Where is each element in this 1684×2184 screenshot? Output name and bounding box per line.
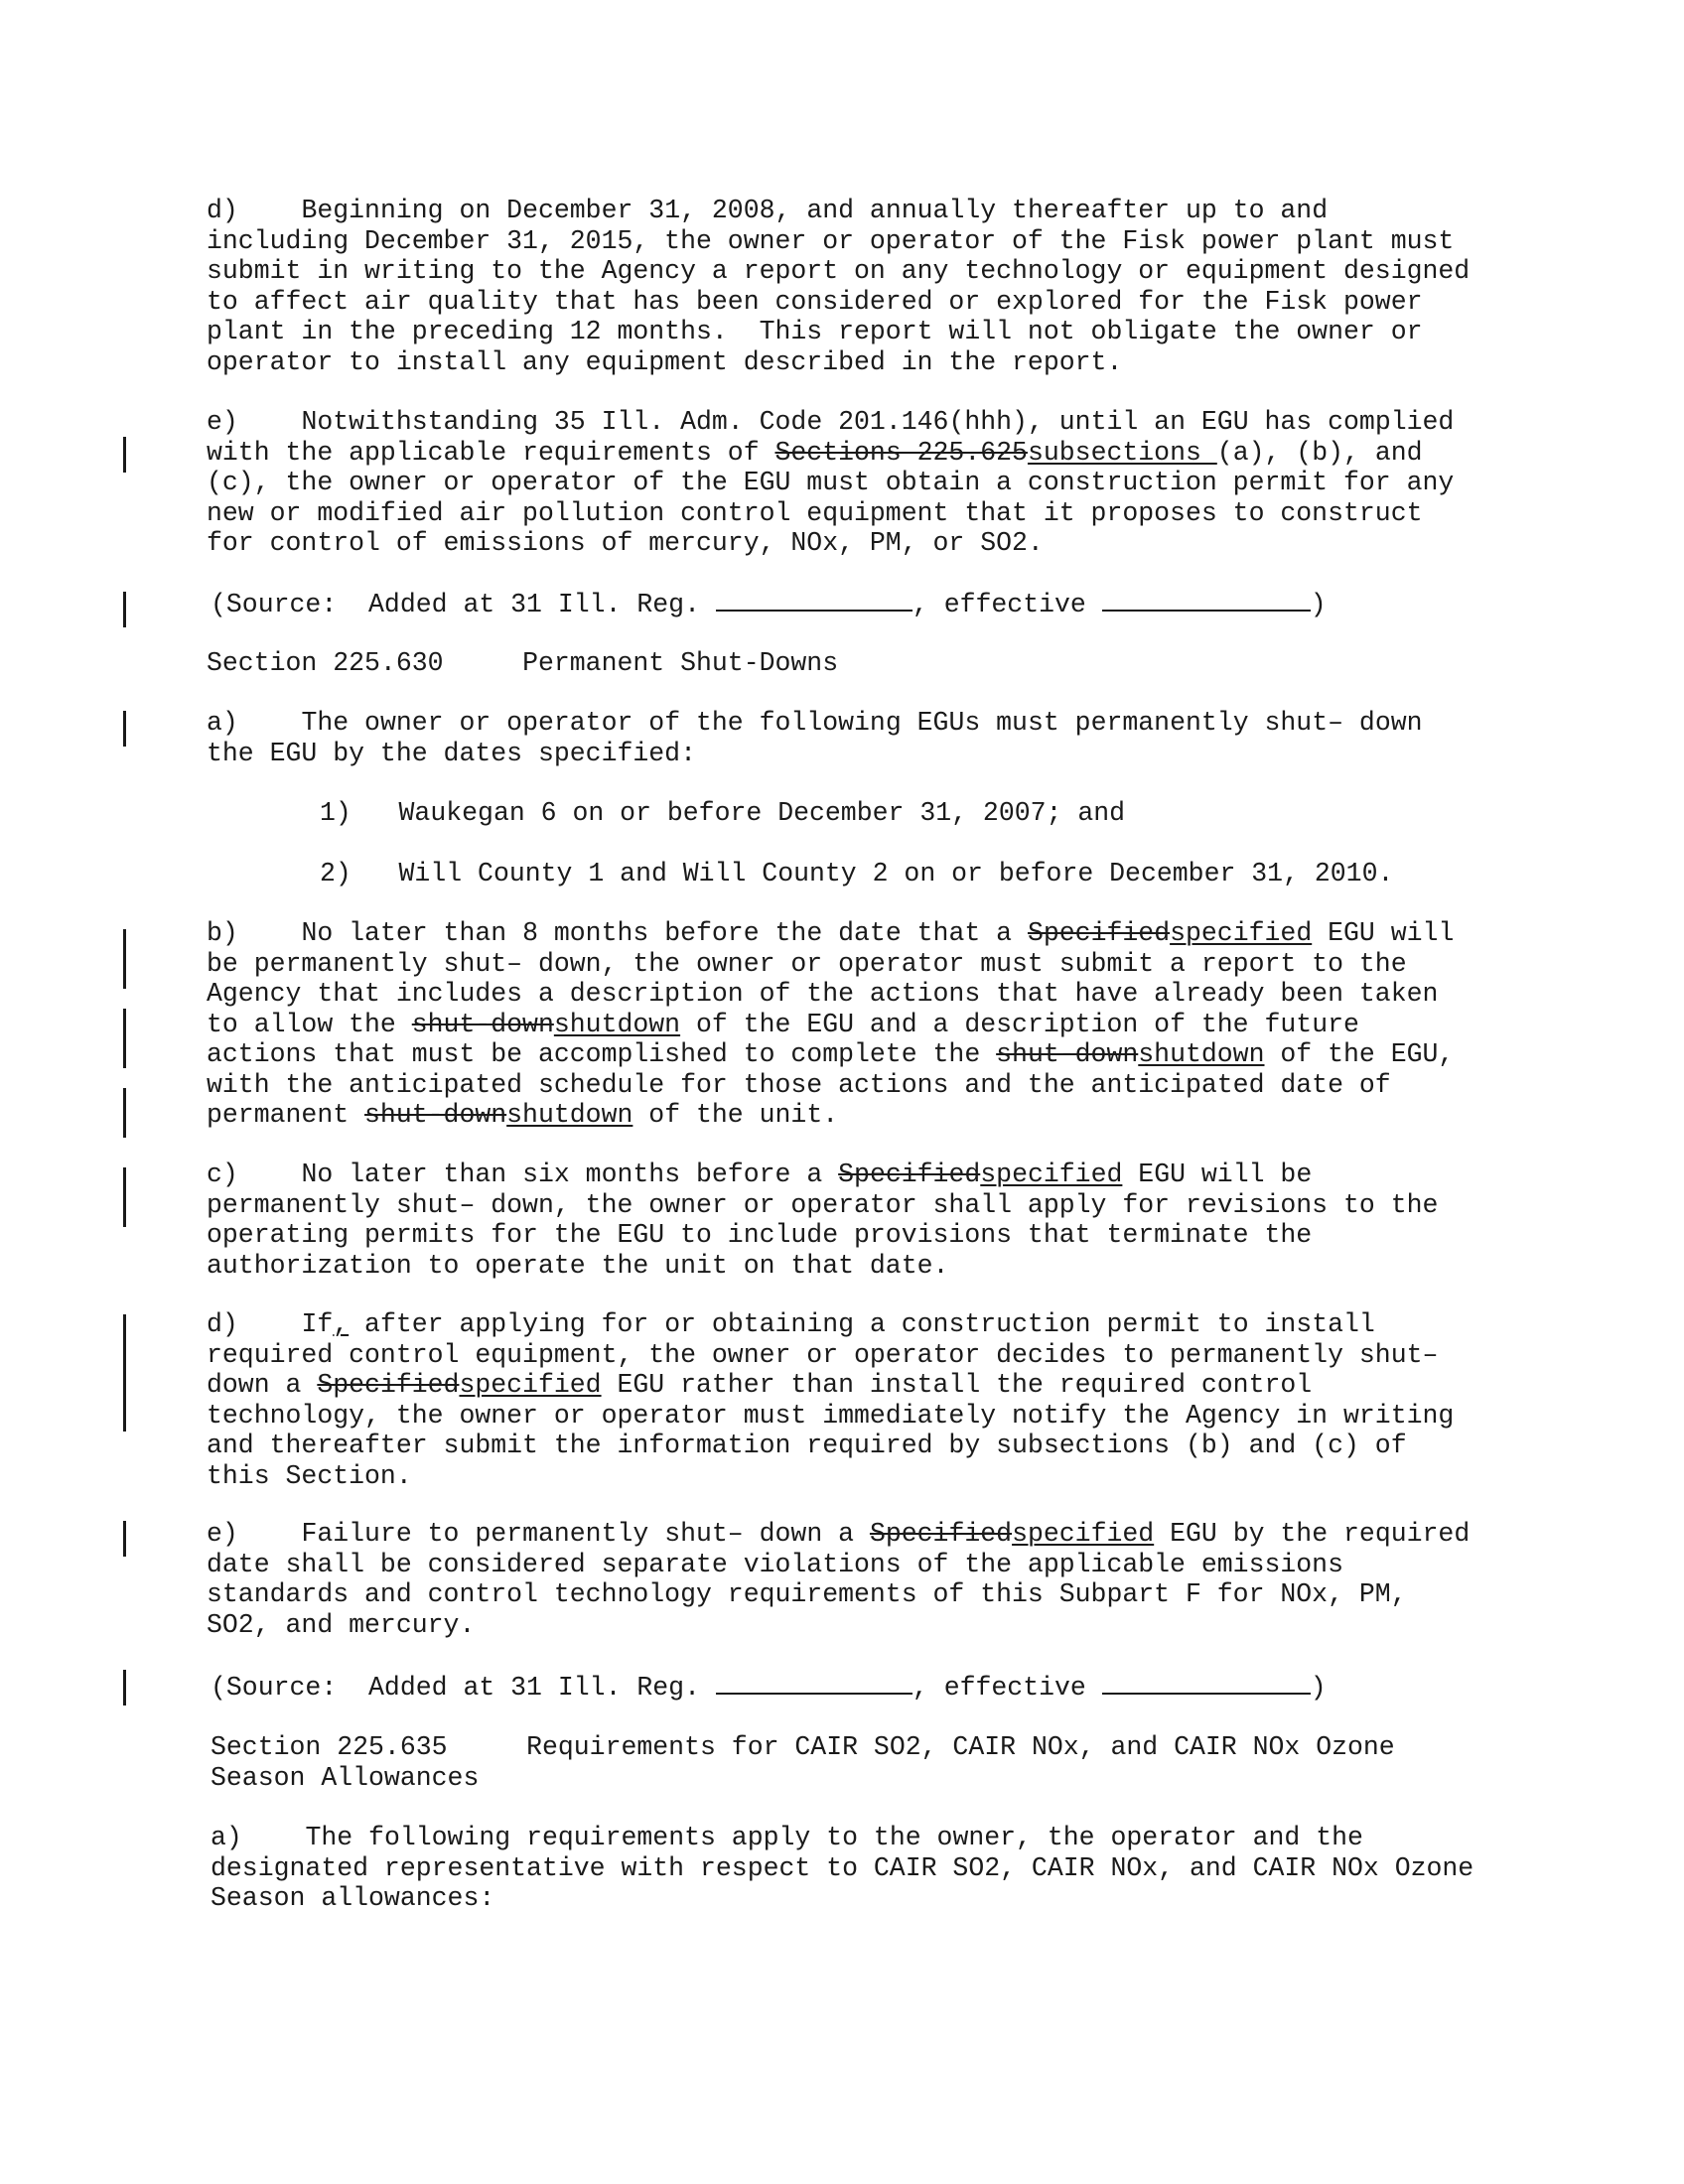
paragraph-b-shutdown-report: b) No later than 8 months before the date that a Specifiedspecified EGU will be permanently shut– down, the owner or operator must submit a report to the Agency that includes a description of the actions that have already been taken to allow the shut-downshutdown of the EGU and a description of the future actions that must be accomplished to complete the shut-downshutdown of the EGU, with the anticipated schedule for those actions and the anticipated date of permanent shut-downshutdown of the unit. [207, 918, 1455, 1130]
paragraph-label: d) [207, 1309, 238, 1339]
item-label: 2) [320, 859, 351, 888]
paragraph-a-cair-allowances: a) The following requirements apply to the owner, the operator and the designated representative with respect to CAIR SO2, CAIR NOx, and CAIR NOx Ozone Season allowances: [210, 1823, 1474, 1913]
inserted-text: specified [459, 1370, 602, 1400]
revision-bar [123, 1670, 126, 1706]
inserted-text: shutdown [1138, 1039, 1265, 1069]
section-heading-630 [207, 648, 1537, 679]
inserted-text: shutdown [506, 1100, 633, 1130]
paragraph-e-construction-permit: e) Notwithstanding 35 Ill. Adm. Code 201.146(hhh), until an EGU has complied with the applicable requirements of Sections 225.625subsections (a), (b), and (c), the owner or operator of the EGU must obtain a construction permit for any new or modified air pollution control equipment that it proposes to construct for control of emissions of mercury, NOx, PM, or SO2. [207, 407, 1455, 558]
paragraph-d-notify-agency: d) If, after applying for or obtaining a construction permit to install required control equipment, the owner or operator decides to permanently shut– down a Specifiedspecified EGU rather than install the required control technology, the owner or operator must immediately notify the Agency in writing and thereafter submit the information required by subsections (b) and (c) of this Section. [207, 1309, 1455, 1491]
deleted-text: Specified [317, 1370, 460, 1400]
item-label: 1) [320, 798, 351, 828]
inserted-text: specified [980, 1160, 1123, 1189]
revision-bar [123, 711, 126, 747]
revision-bar [123, 1167, 126, 1227]
inserted-text: subsections [1027, 437, 1217, 468]
deleted-text: shut-down [411, 1009, 554, 1039]
deleted-text: shut-down [364, 1100, 507, 1130]
paragraph-label: c) [207, 1160, 238, 1189]
inserted-text: , [333, 1309, 350, 1339]
section-number: Section 225.630 [207, 648, 444, 678]
paragraph-label: a) [207, 708, 238, 738]
blank-line [1102, 588, 1311, 612]
section-number: Section 225.635 [210, 1732, 448, 1762]
paragraph-d-fisk-report: d) Beginning on December 31, 2008, and annually thereafter up to and including December 31, 2015, the owner or operator of the Fisk power plant must submit in writing to the Agency a report on any technology or equipment designed to affect air quality that has been considered or explored for the Fisk power plant in the preceding 12 months. This report will not obligate the owner or operator to install any equipment described in the report. [207, 196, 1471, 377]
deleted-text: shut-down [996, 1039, 1139, 1069]
section-heading-635 [210, 1732, 1541, 1793]
list-item-1: 1) Waukegan 6 on or before December 31, 2007; and [320, 798, 1126, 828]
list-item-2: 2) Will County 1 and Will County 2 on or before December 31, 2010. [320, 859, 1394, 888]
revision-bar [123, 1314, 126, 1432]
blank-line [716, 1671, 912, 1695]
deleted-text: Sections 225.625 [774, 437, 1028, 468]
source-note: (Source: Added at 31 Ill. Reg. , effective ) [210, 590, 1327, 619]
revision-bar [123, 1088, 126, 1138]
paragraph-label: b) [207, 918, 238, 948]
paragraph-c-permit-revisions: c) No later than six months before a Specifiedspecified EGU will be permanently shut– down, the owner or operator shall apply for revisions to the operating permits for the EGU to include provisions that terminate the authorization to operate the unit on that date. [207, 1160, 1439, 1281]
section-title: Permanent Shut-Downs [522, 648, 839, 678]
revision-bar [123, 437, 126, 473]
blank-line [716, 588, 912, 612]
section-title-continued: Season Allowances [210, 1762, 480, 1793]
blank-line [1102, 1671, 1311, 1695]
paragraph-label: e) [207, 1519, 238, 1549]
paragraph-a-shutdown: a) The owner or operator of the following EGUs must permanently shut– down the EGU by the dates specified: [207, 708, 1423, 768]
revision-bar [123, 1521, 126, 1557]
section-title: Requirements for CAIR SO2, CAIR NOx, and CAIR NOx Ozone [526, 1732, 1395, 1762]
paragraph-label: e) [207, 407, 238, 437]
source-note: (Source: Added at 31 Ill. Reg. , effective ) [210, 1673, 1327, 1703]
revision-bar [123, 592, 126, 627]
paragraph-label: a) [210, 1823, 242, 1852]
inserted-text: specified [1170, 918, 1313, 948]
revision-bar [123, 929, 126, 989]
paragraph-label: d) [207, 196, 238, 225]
inserted-text: shutdown [553, 1009, 681, 1039]
deleted-text: Specified [838, 1160, 981, 1189]
revision-bar [123, 1009, 126, 1068]
deleted-text: Specified [1027, 918, 1171, 948]
deleted-text: Specified [869, 1519, 1013, 1549]
inserted-text: specified [1012, 1519, 1155, 1549]
paragraph-e-failure: e) Failure to permanently shut– down a Specifiedspecified EGU by the required date shall be considered separate violations of the applicable emissions standards and control technology requirements of this Subpart F for NOx, PM, SO2, and mercury. [207, 1519, 1471, 1640]
